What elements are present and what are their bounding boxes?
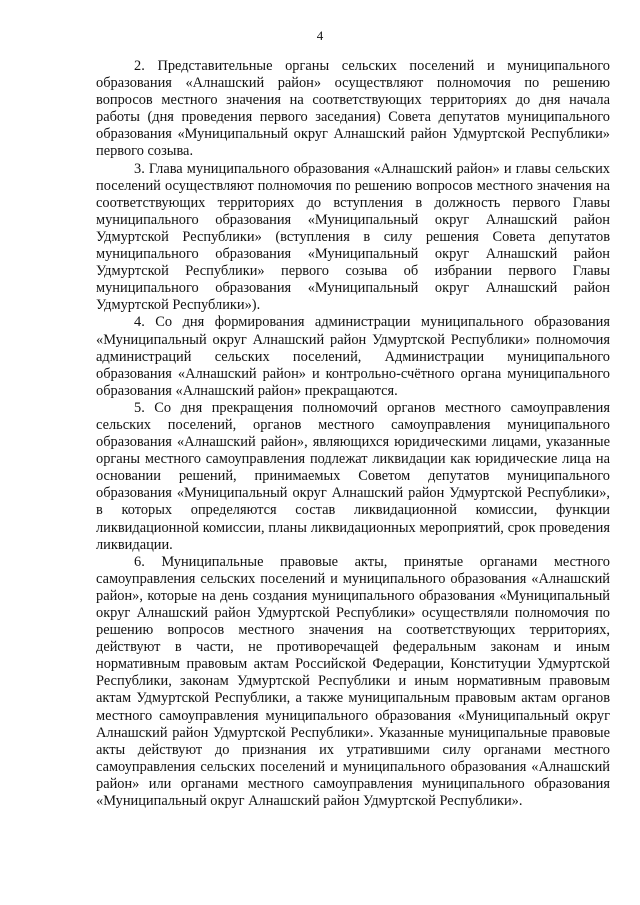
paragraph-3: 3. Глава муниципального образования «Алнашский район» и главы сельских поселений осуществляют полномочия по решению вопросов местного значения на соответствующих территориях до вступления в должность первого Главы муниципального образования «Муниципальный округ Алнашский район Удмуртской Республики» (вступления в силу решения Совета депутатов муниципального образования «Муниципальный округ Алнашский район Удмуртской Республики» первого созыва об избрании первого Главы муниципального образования «Муниципальный округ Алнашский район Удмуртской Республики»).	[96, 160, 610, 314]
page-number: 4	[316, 28, 324, 43]
paragraph-5: 5. Со дня прекращения полномочий органов местного самоуправления сельских поселений, органов местного самоуправления муниципального образования «Алнашский район», являющихся юридическими лицами, указанные органы местного самоуправления подлежат ликвидации как юридические лица на основании решений, принимаемых Советом депутатов муниципального образования «Муниципальный округ Алнашский район Удмуртской Республики», в которых определяются состав ликвидационной комиссии, функции ликвидационной комиссии, планы ликвидационных мероприятий, срок проведения ликвидации.	[96, 399, 610, 553]
document-body	[96, 58, 610, 810]
paragraph-2: 2. Представительные органы сельских поселений и муниципального образования «Алнашский район» осуществляют полномочия по решению вопросов местного значения на соответствующих территориях до дня начала работы (дня проведения первого заседания) Совета депутатов муниципального образования «Муниципальный округ Алнашский район Удмуртской Республики» первого созыва.	[96, 58, 610, 160]
paragraph-4: 4. Со дня формирования администрации муниципального образования «Муниципальный округ Алнашский район Удмуртской Республики» полномочия администраций сельских поселений, Администрации муниципального образования «Алнашский район» и контрольно-счётного органа муниципального образования «Алнашский район» прекращаются.	[96, 314, 610, 399]
paragraph-6: 6. Муниципальные правовые акты, принятые органами местного самоуправления сельских поселений и муниципального образования «Алнашский район», которые на день создания муниципального образования «Муниципальный округ Алнашский район Удмуртской Республики» осуществляли полномочия по решению вопросов местного значения на соответствующих территориях, действуют в части, не противоречащей федеральным законам и иным нормативным правовым актам Российской Федерации, Конституции Удмуртской Республики, законам Удмуртской Республики и иным нормативным правовым актам Удмуртской Республики, а также муниципальным правовым актам органов местного самоуправления муниципального образования «Муниципальный округ Алнашский район Удмуртской Республики». Указанные муниципальные правовые акты действуют до признания их утратившими силу органами местного самоуправления сельских поселений и муниципального образования «Алнашский район» или органами местного самоуправления муниципального образования «Муниципальный округ Алнашский район Удмуртской Республики».	[96, 553, 610, 810]
